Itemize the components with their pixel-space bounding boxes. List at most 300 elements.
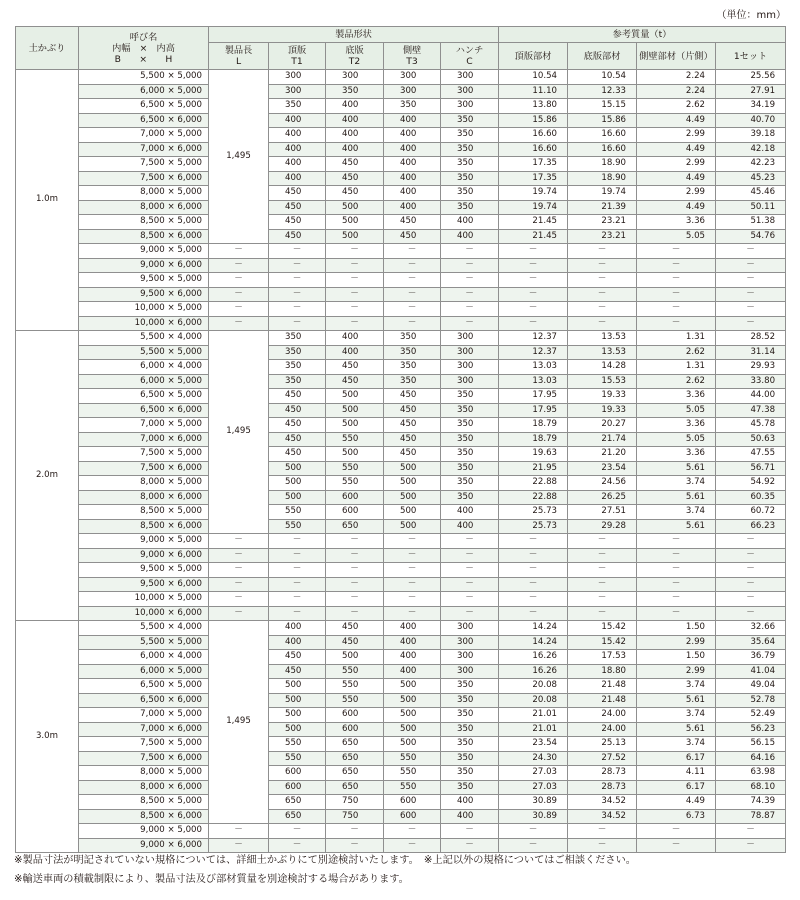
dash-cell: －: [326, 577, 384, 592]
bottom-cell: 500: [326, 650, 384, 665]
side-cell: 500: [384, 737, 441, 752]
side-cell: 450: [384, 229, 441, 244]
mass-bottom-cell: 27.51: [568, 505, 637, 520]
side-cell: 350: [384, 99, 441, 114]
mass-bottom-cell: 18.90: [568, 157, 637, 172]
table-row: [16, 84, 786, 99]
dash-cell: －: [568, 592, 637, 607]
dash-cell: －: [637, 273, 716, 288]
bottom-cell: 650: [326, 737, 384, 752]
mass-bottom-cell: 15.42: [568, 635, 637, 650]
side-cell: 500: [384, 679, 441, 694]
dash-cell: －: [441, 577, 499, 592]
nominal-cell: 8,000 × 6,000: [79, 490, 209, 505]
dash-cell: －: [326, 824, 384, 839]
mass-bottom-cell: 13.53: [568, 345, 637, 360]
table-row: [16, 447, 786, 462]
mass-side-cell: 2.99: [637, 635, 716, 650]
header-mass-top: 頂版部材: [499, 43, 568, 70]
table-row: [16, 519, 786, 534]
top-cell: 450: [269, 664, 326, 679]
table-row: [16, 229, 786, 244]
mass-side-cell: 2.62: [637, 345, 716, 360]
header-mass-bottom: 底版部材: [568, 43, 637, 70]
dash-cell: －: [269, 258, 326, 273]
header-top-label: 頂版: [287, 45, 307, 56]
header-side-symbol: T3: [406, 56, 418, 67]
dash-cell: －: [499, 548, 568, 563]
dash-cell: －: [269, 563, 326, 578]
table-row: [16, 737, 786, 752]
dash-cell: －: [384, 258, 441, 273]
mass-top-cell: 22.88: [499, 476, 568, 491]
haunch-cell: 350: [441, 171, 499, 186]
mass-set-cell: 25.56: [716, 70, 786, 85]
bottom-cell: 450: [326, 171, 384, 186]
mass-side-cell: 1.50: [637, 650, 716, 665]
table-row: [16, 563, 786, 578]
side-cell: 350: [384, 331, 441, 346]
haunch-cell: 300: [441, 99, 499, 114]
bottom-cell: 400: [326, 142, 384, 157]
mass-side-cell: 2.62: [637, 374, 716, 389]
mass-side-cell: 6.17: [637, 780, 716, 795]
mass-top-cell: 18.79: [499, 432, 568, 447]
dash-cell: －: [441, 548, 499, 563]
header-length-label: 製品長: [224, 45, 253, 56]
side-cell: 500: [384, 505, 441, 520]
dash-cell: －: [637, 548, 716, 563]
nominal-cell: 7,000 × 6,000: [79, 432, 209, 447]
nominal-cell: 9,000 × 6,000: [79, 258, 209, 273]
mass-set-cell: 28.52: [716, 331, 786, 346]
mass-top-cell: 14.24: [499, 621, 568, 636]
table-row: [16, 679, 786, 694]
dash-cell: －: [441, 273, 499, 288]
haunch-cell: 400: [441, 519, 499, 534]
table-row: [16, 505, 786, 520]
header-nominal-sub1: 内幅 × 内高: [112, 42, 175, 54]
dash-cell: －: [716, 824, 786, 839]
dash-cell: －: [441, 244, 499, 259]
mass-set-cell: 50.63: [716, 432, 786, 447]
bottom-cell: 550: [326, 432, 384, 447]
table-row: [16, 403, 786, 418]
table-row: [16, 766, 786, 781]
mass-bottom-cell: 14.28: [568, 360, 637, 375]
header-length-symbol: L: [235, 56, 242, 67]
bottom-cell: 750: [326, 795, 384, 810]
dash-cell: －: [637, 316, 716, 331]
dash-cell: －: [209, 577, 269, 592]
table-row: [16, 316, 786, 331]
mass-bottom-cell: 15.86: [568, 113, 637, 128]
bottom-cell: 650: [326, 766, 384, 781]
header-side-label: 側壁: [402, 45, 422, 56]
top-cell: 350: [269, 374, 326, 389]
table-row: [16, 693, 786, 708]
haunch-cell: 350: [441, 200, 499, 215]
table-body: [16, 70, 786, 853]
dash-cell: －: [326, 287, 384, 302]
dash-cell: －: [499, 577, 568, 592]
mass-side-cell: 3.74: [637, 737, 716, 752]
table-row: [16, 592, 786, 607]
dash-cell: －: [209, 548, 269, 563]
dash-cell: －: [568, 244, 637, 259]
mass-set-cell: 63.98: [716, 766, 786, 781]
mass-side-cell: 2.24: [637, 70, 716, 85]
side-cell: 550: [384, 751, 441, 766]
haunch-cell: 350: [441, 679, 499, 694]
haunch-cell: 350: [441, 389, 499, 404]
side-cell: 350: [384, 345, 441, 360]
haunch-cell: 400: [441, 215, 499, 230]
mass-side-cell: 4.49: [637, 142, 716, 157]
mass-bottom-cell: 12.33: [568, 84, 637, 99]
dash-cell: －: [499, 258, 568, 273]
dash-cell: －: [499, 316, 568, 331]
dash-cell: －: [209, 316, 269, 331]
nominal-cell: 6,000 × 4,000: [79, 360, 209, 375]
dash-cell: －: [637, 606, 716, 621]
side-cell: 500: [384, 519, 441, 534]
haunch-cell: 350: [441, 751, 499, 766]
nominal-cell: 8,500 × 5,000: [79, 505, 209, 520]
bottom-cell: 650: [326, 519, 384, 534]
dash-cell: －: [499, 606, 568, 621]
dash-cell: －: [637, 592, 716, 607]
side-cell: 500: [384, 722, 441, 737]
haunch-cell: 350: [441, 737, 499, 752]
mass-top-cell: 25.73: [499, 519, 568, 534]
haunch-cell: 300: [441, 664, 499, 679]
top-cell: 500: [269, 722, 326, 737]
top-cell: 450: [269, 447, 326, 462]
dash-cell: －: [326, 838, 384, 853]
header-haunch-symbol: C: [466, 56, 473, 67]
mass-top-cell: 19.63: [499, 447, 568, 462]
nominal-cell: 7,500 × 5,000: [79, 737, 209, 752]
table-row: [16, 635, 786, 650]
nominal-cell: 8,000 × 5,000: [79, 476, 209, 491]
top-cell: 400: [269, 113, 326, 128]
top-cell: 400: [269, 635, 326, 650]
nominal-cell: 9,000 × 6,000: [79, 838, 209, 853]
cover-cell: 3.0m: [16, 621, 79, 853]
dash-cell: －: [499, 592, 568, 607]
top-cell: 650: [269, 809, 326, 824]
mass-side-cell: 5.05: [637, 432, 716, 447]
top-cell: 500: [269, 693, 326, 708]
nominal-cell: 8,000 × 5,000: [79, 766, 209, 781]
header-haunch-label: ハンチ: [455, 45, 484, 56]
mass-bottom-cell: 18.80: [568, 664, 637, 679]
side-cell: 500: [384, 708, 441, 723]
cover-cell: 1.0m: [16, 70, 79, 331]
haunch-cell: 300: [441, 345, 499, 360]
mass-set-cell: 44.00: [716, 389, 786, 404]
dash-cell: －: [637, 563, 716, 578]
mass-set-cell: 52.78: [716, 693, 786, 708]
table-row: [16, 490, 786, 505]
dash-cell: －: [499, 273, 568, 288]
mass-bottom-cell: 24.00: [568, 708, 637, 723]
nominal-cell: 8,500 × 6,000: [79, 519, 209, 534]
table-row: [16, 302, 786, 317]
dash-cell: －: [637, 302, 716, 317]
mass-bottom-cell: 16.60: [568, 128, 637, 143]
mass-side-cell: 5.61: [637, 693, 716, 708]
dash-cell: －: [499, 244, 568, 259]
table-row: [16, 360, 786, 375]
nominal-cell: 10,000 × 6,000: [79, 606, 209, 621]
dash-cell: －: [326, 273, 384, 288]
side-cell: 400: [384, 650, 441, 665]
mass-bottom-cell: 21.48: [568, 693, 637, 708]
mass-bottom-cell: 27.52: [568, 751, 637, 766]
bottom-cell: 400: [326, 345, 384, 360]
mass-set-cell: 56.23: [716, 722, 786, 737]
mass-bottom-cell: 34.52: [568, 795, 637, 810]
mass-top-cell: 21.45: [499, 229, 568, 244]
dash-cell: －: [326, 302, 384, 317]
mass-top-cell: 30.89: [499, 795, 568, 810]
nominal-cell: 8,500 × 6,000: [79, 809, 209, 824]
mass-set-cell: 39.18: [716, 128, 786, 143]
dash-cell: －: [568, 577, 637, 592]
table-row: [16, 331, 786, 346]
bottom-cell: 400: [326, 99, 384, 114]
dash-cell: －: [716, 838, 786, 853]
bottom-cell: 600: [326, 490, 384, 505]
header-mass-side: 側壁部材（片側）: [637, 43, 716, 70]
header-nominal: [79, 27, 209, 70]
mass-side-cell: 2.99: [637, 157, 716, 172]
haunch-cell: 300: [441, 635, 499, 650]
dash-cell: －: [326, 316, 384, 331]
side-cell: 400: [384, 142, 441, 157]
mass-set-cell: 52.49: [716, 708, 786, 723]
dash-cell: －: [209, 606, 269, 621]
dash-cell: －: [384, 563, 441, 578]
side-cell: 400: [384, 171, 441, 186]
dash-cell: －: [269, 287, 326, 302]
nominal-cell: 8,500 × 6,000: [79, 229, 209, 244]
mass-side-cell: 1.31: [637, 331, 716, 346]
mass-top-cell: 11.10: [499, 84, 568, 99]
table-row: [16, 534, 786, 549]
side-cell: 600: [384, 809, 441, 824]
table-row: [16, 809, 786, 824]
haunch-cell: 300: [441, 621, 499, 636]
mass-side-cell: 4.49: [637, 200, 716, 215]
mass-side-cell: 3.36: [637, 389, 716, 404]
haunch-cell: 300: [441, 650, 499, 665]
mass-set-cell: 56.15: [716, 737, 786, 752]
mass-side-cell: 2.99: [637, 128, 716, 143]
unit-note: （単位：mm）: [716, 10, 786, 21]
haunch-cell: 350: [441, 708, 499, 723]
bottom-cell: 500: [326, 403, 384, 418]
nominal-cell: 6,500 × 5,000: [79, 679, 209, 694]
dash-cell: －: [209, 287, 269, 302]
bottom-cell: 450: [326, 186, 384, 201]
nominal-cell: 6,000 × 5,000: [79, 84, 209, 99]
mass-set-cell: 68.10: [716, 780, 786, 795]
mass-side-cell: 2.24: [637, 84, 716, 99]
dash-cell: －: [209, 534, 269, 549]
mass-side-cell: 4.49: [637, 795, 716, 810]
dash-cell: －: [716, 563, 786, 578]
mass-set-cell: 49.04: [716, 679, 786, 694]
top-cell: 500: [269, 679, 326, 694]
dash-cell: －: [716, 534, 786, 549]
mass-top-cell: 21.45: [499, 215, 568, 230]
haunch-cell: 350: [441, 780, 499, 795]
mass-top-cell: 30.89: [499, 809, 568, 824]
haunch-cell: 400: [441, 809, 499, 824]
table-row: [16, 99, 786, 114]
nominal-cell: 6,000 × 4,000: [79, 650, 209, 665]
side-cell: 400: [384, 157, 441, 172]
dash-cell: －: [637, 534, 716, 549]
mass-bottom-cell: 24.00: [568, 722, 637, 737]
side-cell: 300: [384, 70, 441, 85]
side-cell: 350: [384, 374, 441, 389]
mass-bottom-cell: 17.53: [568, 650, 637, 665]
dash-cell: －: [209, 824, 269, 839]
top-cell: 400: [269, 128, 326, 143]
dash-cell: －: [209, 563, 269, 578]
mass-set-cell: 60.35: [716, 490, 786, 505]
dash-cell: －: [384, 577, 441, 592]
dash-cell: －: [637, 244, 716, 259]
mass-set-cell: 56.71: [716, 461, 786, 476]
note-2: ※輸送車両の積載制限により、製品寸法及び部材質量を別途検討する場合があります。: [14, 874, 409, 885]
mass-bottom-cell: 19.33: [568, 403, 637, 418]
nominal-cell: 5,500 × 5,000: [79, 70, 209, 85]
dash-cell: －: [384, 316, 441, 331]
dash-cell: －: [269, 592, 326, 607]
nominal-cell: 8,500 × 5,000: [79, 795, 209, 810]
mass-bottom-cell: 19.33: [568, 389, 637, 404]
dash-cell: －: [568, 316, 637, 331]
dash-cell: －: [568, 302, 637, 317]
dash-cell: －: [441, 838, 499, 853]
mass-side-cell: 2.99: [637, 664, 716, 679]
side-cell: 600: [384, 795, 441, 810]
top-cell: 650: [269, 795, 326, 810]
table-row: [16, 824, 786, 839]
table-row: [16, 287, 786, 302]
top-cell: 550: [269, 751, 326, 766]
dash-cell: －: [716, 606, 786, 621]
dash-cell: －: [568, 534, 637, 549]
mass-side-cell: 3.74: [637, 476, 716, 491]
dash-cell: －: [716, 592, 786, 607]
table-row: [16, 113, 786, 128]
header-cover: 土かぶり: [16, 27, 79, 70]
dash-cell: －: [716, 577, 786, 592]
length-cell: 1,495: [209, 621, 269, 824]
mass-bottom-cell: 24.56: [568, 476, 637, 491]
top-cell: 350: [269, 360, 326, 375]
dash-cell: －: [326, 548, 384, 563]
nominal-cell: 7,000 × 6,000: [79, 142, 209, 157]
nominal-cell: 7,000 × 5,000: [79, 708, 209, 723]
mass-set-cell: 34.19: [716, 99, 786, 114]
haunch-cell: 350: [441, 722, 499, 737]
mass-side-cell: 1.50: [637, 621, 716, 636]
table-row: [16, 374, 786, 389]
table-row: [16, 345, 786, 360]
table-row: [16, 215, 786, 230]
dash-cell: －: [441, 606, 499, 621]
haunch-cell: 350: [441, 476, 499, 491]
haunch-cell: 350: [441, 447, 499, 462]
mass-top-cell: 12.37: [499, 331, 568, 346]
dash-cell: －: [384, 273, 441, 288]
mass-top-cell: 13.03: [499, 374, 568, 389]
mass-side-cell: 3.36: [637, 215, 716, 230]
mass-set-cell: 29.93: [716, 360, 786, 375]
mass-set-cell: 64.16: [716, 751, 786, 766]
bottom-cell: 400: [326, 331, 384, 346]
haunch-cell: 300: [441, 360, 499, 375]
mass-set-cell: 27.91: [716, 84, 786, 99]
dash-cell: －: [637, 838, 716, 853]
haunch-cell: 350: [441, 186, 499, 201]
nominal-cell: 6,500 × 5,000: [79, 99, 209, 114]
haunch-cell: 350: [441, 418, 499, 433]
bottom-cell: 300: [326, 70, 384, 85]
dash-cell: －: [269, 548, 326, 563]
top-cell: 450: [269, 389, 326, 404]
top-cell: 550: [269, 519, 326, 534]
bottom-cell: 500: [326, 215, 384, 230]
mass-side-cell: 5.61: [637, 519, 716, 534]
header-mass: 参考質量（t）: [499, 27, 786, 43]
mass-side-cell: 2.99: [637, 186, 716, 201]
cover-cell: 2.0m: [16, 331, 79, 621]
mass-top-cell: 27.03: [499, 766, 568, 781]
table-row: [16, 418, 786, 433]
haunch-cell: 400: [441, 505, 499, 520]
mass-top-cell: 14.24: [499, 635, 568, 650]
bottom-cell: 500: [326, 229, 384, 244]
mass-bottom-cell: 13.53: [568, 331, 637, 346]
mass-bottom-cell: 26.25: [568, 490, 637, 505]
mass-set-cell: 74.39: [716, 795, 786, 810]
haunch-cell: 350: [441, 403, 499, 418]
top-cell: 450: [269, 200, 326, 215]
mass-top-cell: 19.74: [499, 186, 568, 201]
header-top-symbol: T1: [291, 56, 303, 67]
haunch-cell: 350: [441, 461, 499, 476]
bottom-cell: 400: [326, 113, 384, 128]
nominal-cell: 9,500 × 5,000: [79, 563, 209, 578]
bottom-cell: 450: [326, 635, 384, 650]
mass-bottom-cell: 21.20: [568, 447, 637, 462]
mass-side-cell: 4.49: [637, 113, 716, 128]
side-cell: 500: [384, 461, 441, 476]
dash-cell: －: [269, 244, 326, 259]
dash-cell: －: [209, 273, 269, 288]
mass-bottom-cell: 21.48: [568, 679, 637, 694]
mass-top-cell: 17.35: [499, 171, 568, 186]
haunch-cell: 300: [441, 374, 499, 389]
